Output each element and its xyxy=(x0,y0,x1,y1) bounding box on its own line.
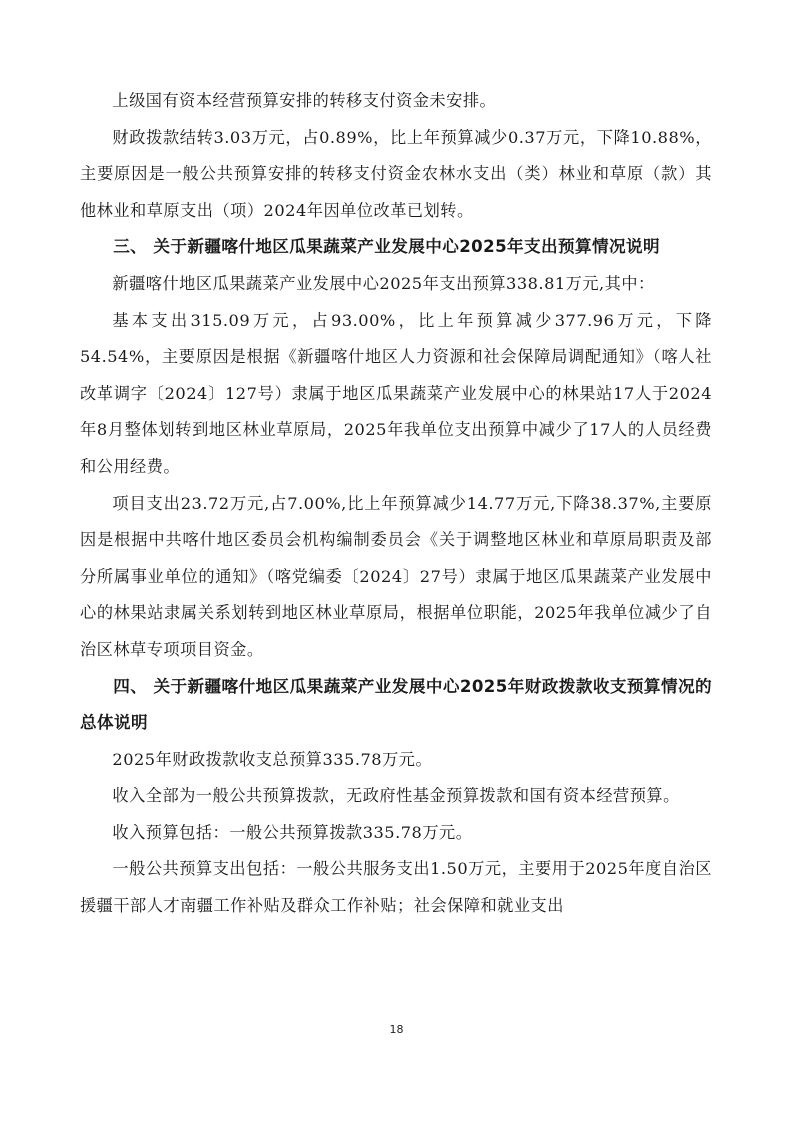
paragraph-income-budget: 收入预算包括：一般公共预算拨款335.78万元。 xyxy=(112,822,473,842)
paragraph-total-budget: 2025年财政拨款收支总预算335.78万元。 xyxy=(112,749,433,769)
page-number: 18 xyxy=(389,1023,404,1036)
section-heading-3: 三、 关于新疆喀什地区瓜果蔬菜产业发展中心2025年支出预算情况说明 xyxy=(113,237,660,257)
paragraph-public-expenditure: 一般公共预算支出包括：一般公共服务支出1.50万元，主要用于2025年度自治区援疆干部人才南疆工作补贴及群众工作补贴；社会保障和就业支出 xyxy=(80,859,712,916)
paragraph-carryover: 财政拨款结转3.03万元，占0.89%，比上年预算减少0.37万元，下降10.88%，主要原因是一般公共预算安排的转移支付资金农林水支出（类）林业和草原（款）其他林业和草原支出（项）2024年因单位改革已划转。 xyxy=(80,127,712,220)
section-heading-4: 四、 关于新疆喀什地区瓜果蔬菜产业发展中心2025年财政拨款收支预算情况的总体说明 xyxy=(80,676,712,733)
paragraph-basic-expenditure: 基本支出315.09万元，占93.00%，比上年预算减少377.96万元，下降54.54%，主要原因是根据《新疆喀什地区人力资源和社会保障局调配通知》（喀人社改革调字〔2024〕127号）隶属于地区瓜果蔬菜产业发展中心的林果站17人于2024年8月整体划转到地区林业草原局，2025年我单位支出预算中减少了17人的人员经费和公用经费。 xyxy=(80,310,712,476)
document-body xyxy=(80,83,712,925)
paragraph-project-expenditure: 项目支出23.72万元,占7.00%,比上年预算减少14.77万元,下降38.37%,主要原因是根据中共喀什地区委员会机构编制委员会《关于调整地区林业和草原局职责及部分所属事业单位的通知》（喀党编委〔2024〕27号）隶属于地区瓜果蔬菜产业发展中心的林果站隶属关系划转到地区林业草原局，根据单位职能，2025年我单位减少了自治区林草专项项目资金。 xyxy=(80,493,712,659)
paragraph-income-source: 收入全部为一般公共预算拨款，无政府性基金预算拨款和国有资本经营预算。 xyxy=(112,786,680,806)
paragraph-expenditure-total: 新疆喀什地区瓜果蔬菜产业发展中心2025年支出预算338.81万元,其中： xyxy=(112,273,655,293)
paragraph-transfer-note: 上级国有资本经营预算安排的转移支付资金未安排。 xyxy=(112,91,497,110)
